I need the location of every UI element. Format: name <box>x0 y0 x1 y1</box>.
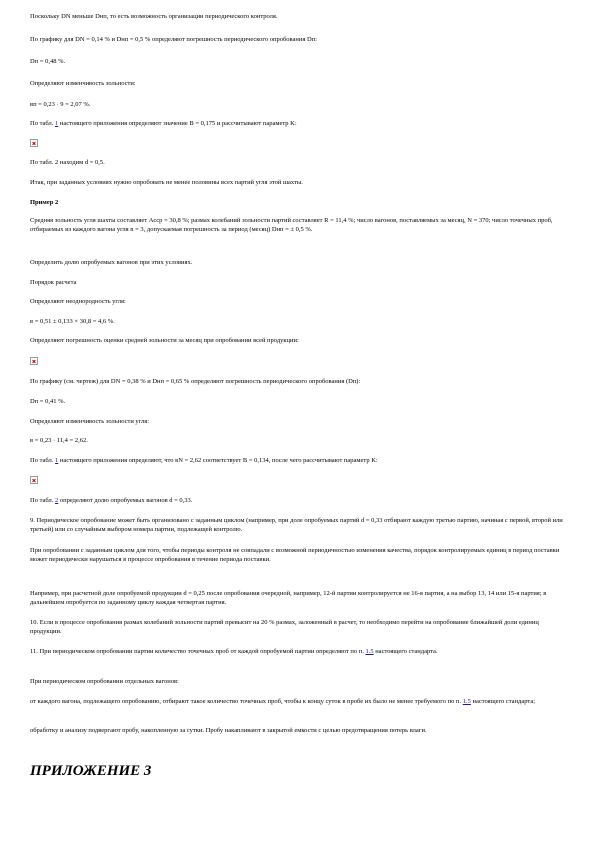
text-fragment: По табл. <box>30 120 56 127</box>
text-fragment: настоящего стандарта. <box>373 648 438 655</box>
paragraph: вп = 0,23 · 9 = 2,07 %. <box>30 101 91 108</box>
example-heading: Пример 2 <box>30 199 59 206</box>
text-fragment: от каждого вагона, подлежащего опробованию, отбирают такое количество точечных проб, чтобы к концу суток в пробе их было не менее требуемого по п. <box>30 698 463 705</box>
paragraph: Определить долю опробуемых вагонов при этих условиях. <box>30 259 193 266</box>
paragraph: Dп = 0,48 %. <box>30 58 66 65</box>
paragraph: По графику для DN = 0,14 % и Dнп = 0,5 % определяют погрешность периодического опробования Dп: <box>30 36 317 43</box>
broken-image-icon <box>30 357 38 365</box>
paragraph: Определяют неоднородность угля: <box>30 298 126 305</box>
table-link[interactable]: 1 <box>55 457 59 464</box>
appendix-heading: ПРИЛОЖЕНИЕ 3 <box>30 763 152 779</box>
paragraph: При периодическом опробовании отдельных вагонов: <box>30 678 179 685</box>
paragraph: Поскольку DN меньше Dнп, то есть возможность организации периодического контроля. <box>30 13 278 20</box>
text-fragment: определяют долю опробуемых вагонов d = 0,33. <box>58 497 193 504</box>
text-fragment: настоящего стандарта; <box>470 698 536 705</box>
paragraph <box>30 457 568 466</box>
paragraph <box>30 698 568 707</box>
paragraph: Dп = 0,41 %. <box>30 398 66 405</box>
table-link[interactable]: 2 <box>55 497 59 504</box>
paragraph: По графику (см. чертеж) для DN = 0,38 % и Dнп = 0,65 % определяют погрешность периодического опробования (Dп): <box>30 378 361 385</box>
text-fragment: настоящего приложения определяют значение B = 0,175 и рассчитывают параметр K: <box>58 120 297 127</box>
paragraph: 10. Если в процессе опробования размах колебаний зольности партий превысит на 20 % размах, заложенный в расчет, то необходимо перейти на опробование ближайшей доли единиц продукции. <box>30 619 539 635</box>
paragraph: По табл. 2 находим d = 0,5. <box>30 159 105 166</box>
paragraph: обработку и анализу подвергают пробу, накопленную за сутки. Пробу накапливают в закрытой емкости с целью предотвращения потерь влаги. <box>30 727 427 734</box>
text-fragment: По табл. <box>30 497 56 504</box>
paragraph: Например, при расчетной доле опробуемой продукции d = 0,25 после опробования очередной, например, 12-й партии контролируется не 16-я партия, а на выбор 13, 14 или 15-я партия; в дальнейшем опробуется по заданному циклу каждая четвертая партия. <box>30 590 547 606</box>
paragraph: в = 0,51 ± 0,133 × 30,8 = 4,6 %. <box>30 318 115 325</box>
broken-image-icon <box>30 139 38 147</box>
paragraph: Итак, при заданных условиях нужно опробовать не менее половины всех партий угля этой шахты. <box>30 179 303 186</box>
text-fragment: 11. При периодическом опробовании партии количество точечных проб от каждой опробуемой партии определяют по п. <box>30 648 366 655</box>
paragraph: Средняя зольность угля шахты составляет Aсср = 30,8 %; размах колебаний зольности партий составляет R = 11,4 %; число вагонов, поставляемых за месяц, N = 370; число точечных проб, отбираемых из каждого вагона угля n = 3, допускаемая погрешность за период (месяц) Dнп = ± 0,5 %. <box>30 217 553 233</box>
table-link[interactable]: 1 <box>55 120 59 127</box>
broken-image-icon <box>30 476 38 484</box>
paragraph: Определяют изменчивость зольности угля: <box>30 418 150 425</box>
clause-link[interactable]: 1.5 <box>365 648 374 655</box>
clause-link[interactable]: 1.5 <box>462 698 471 705</box>
text-fragment: настоящего приложения определяют, что вN = 2,62 соответствует B = 0,134, после чего рассчитывают параметр K: <box>58 457 378 464</box>
paragraph <box>30 497 568 506</box>
paragraph: При опробовании с заданным циклом для того, чтобы периоды контроля не совпадали с возможной периодичностью изменения качества, порядок контролируемых единиц в период поставки может периодически нарушаться в процессе опробования в течение периода поставки. <box>30 547 560 563</box>
text-fragment: По табл. <box>30 457 56 464</box>
paragraph: Определяют изменчивость зольности: <box>30 80 136 87</box>
paragraph: Порядок расчета <box>30 279 77 286</box>
paragraph <box>30 120 568 129</box>
paragraph: Определяют погрешность оценки средней зольности за месяц при опробовании всей продукции: <box>30 337 299 344</box>
paragraph: 9. Периодическое опробование может быть организовано с заданным циклом (например, при доле опробуемых партий d = 0,33 отбирают каждую третью партию, начиная с первой, второй или третьей) или со случайным выбором номера партии, подлежащей контролю. <box>30 517 563 533</box>
paragraph <box>30 648 568 657</box>
paragraph: в = 0,23 · 11,4 = 2,62. <box>30 437 88 444</box>
